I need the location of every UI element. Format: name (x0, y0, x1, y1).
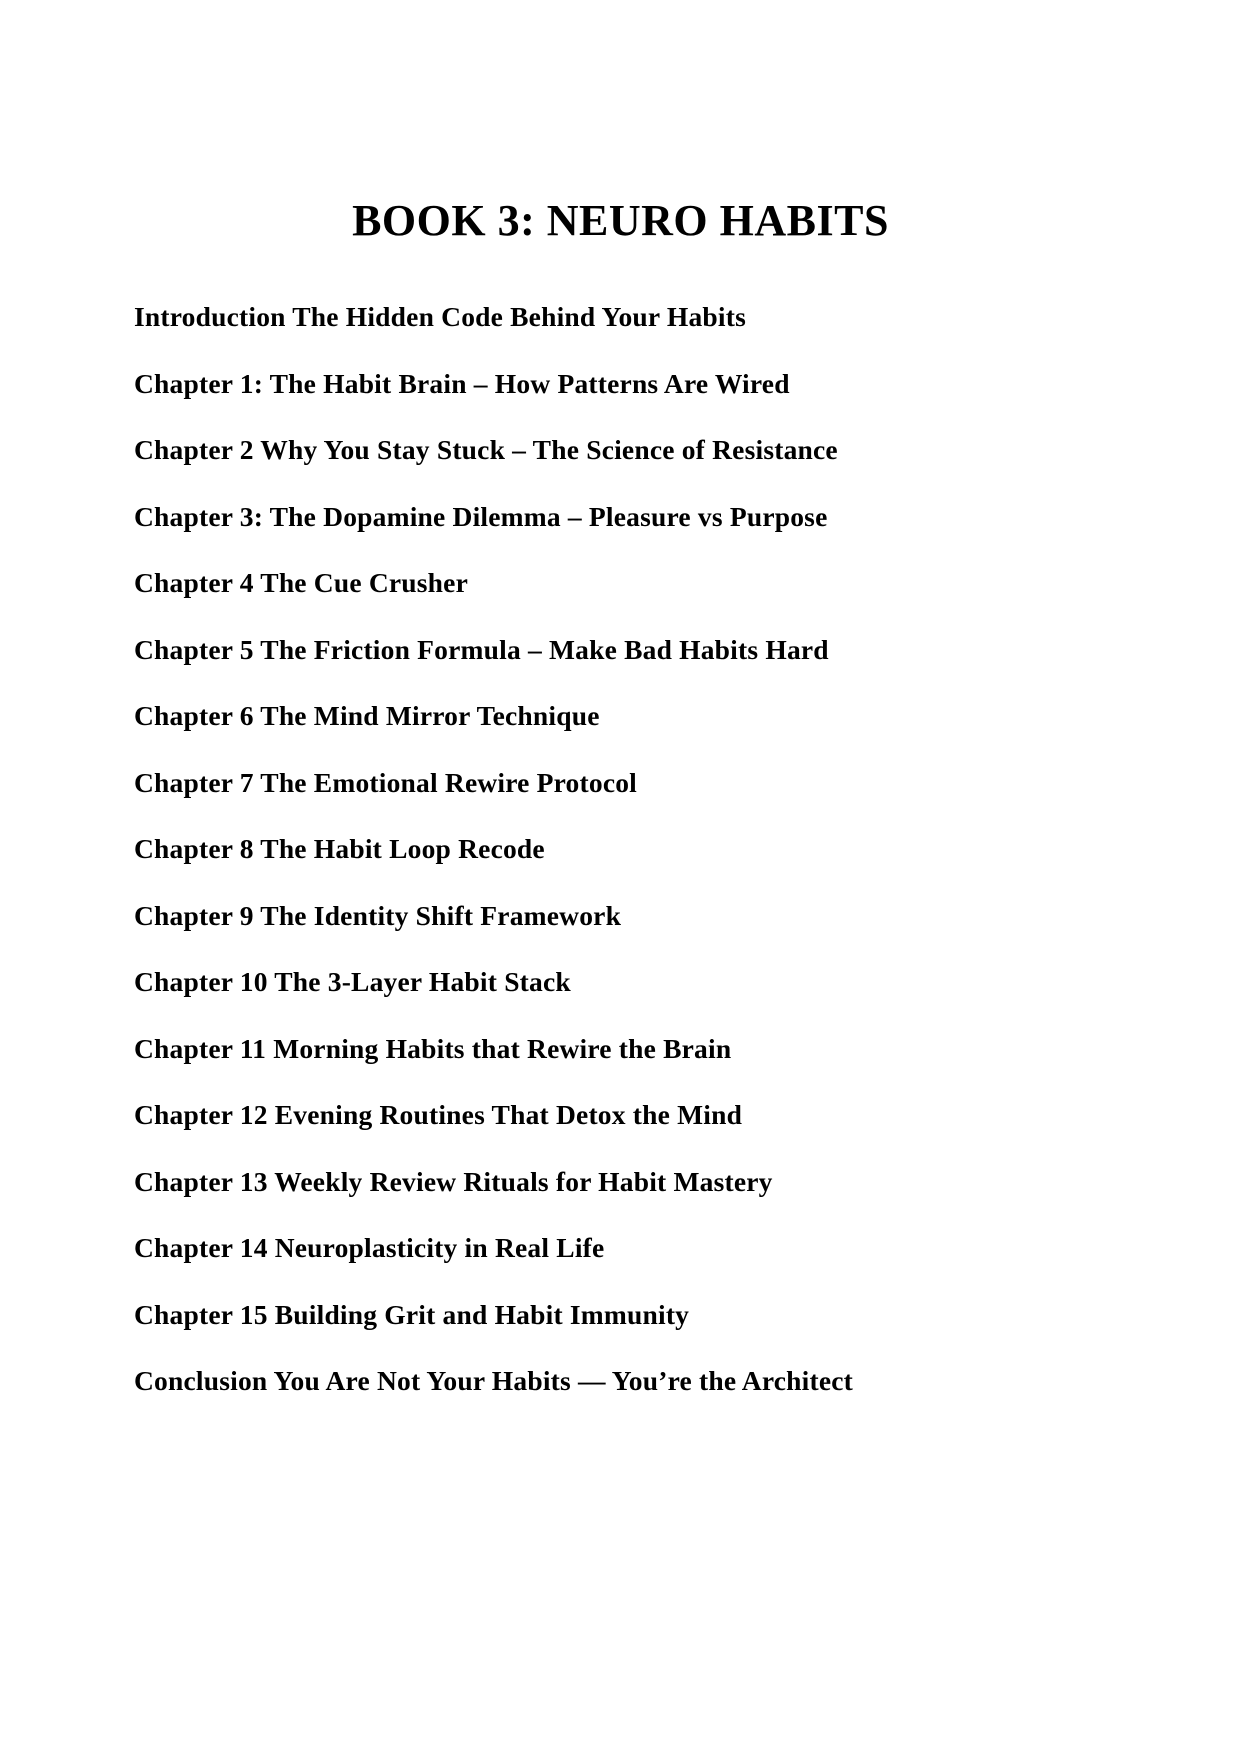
toc-entry-chapter-1[interactable]: Chapter 1: The Habit Brain – How Patterns Are Wired (134, 367, 790, 399)
toc-entry-chapter-10[interactable]: Chapter 10 The 3-Layer Habit Stack (134, 966, 571, 997)
toc-entry-chapter-2[interactable]: Chapter 2 Why You Stay Stuck – The Science of Resistance (134, 434, 838, 465)
toc-entry-introduction[interactable]: Introduction The Hidden Code Behind Your Habits (134, 301, 747, 332)
toc-entry-chapter-8[interactable]: Chapter 8 The Habit Loop Recode (134, 833, 545, 864)
toc-entry-chapter-6[interactable]: Chapter 6 The Mind Mirror Technique (134, 700, 600, 731)
toc-entry-chapter-3[interactable]: Chapter 3: The Dopamine Dilemma – Pleasure vs Purpose (134, 500, 828, 532)
toc-entry-chapter-5[interactable]: Chapter 5 The Friction Formula – Make Bad Habits Hard (134, 633, 829, 665)
toc-entry-chapter-7[interactable]: Chapter 7 The Emotional Rewire Protocol (134, 766, 638, 798)
toc-entry-chapter-12[interactable]: Chapter 12 Evening Routines That Detox the Mind (134, 1099, 743, 1130)
toc-entry-chapter-11[interactable]: Chapter 11 Morning Habits that Rewire the Brain (134, 1032, 732, 1064)
table-of-contents (134, 300, 1114, 1397)
toc-entry-chapter-4[interactable]: Chapter 4 The Cue Crusher (134, 567, 468, 598)
toc-entry-chapter-15[interactable]: Chapter 15 Building Grit and Habit Immunity (134, 1298, 690, 1330)
page-title: BOOK 3: NEURO HABITS (352, 196, 889, 246)
toc-entry-chapter-13[interactable]: Chapter 13 Weekly Review Rituals for Habit Mastery (134, 1165, 773, 1197)
toc-entry-chapter-14[interactable]: Chapter 14 Neuroplasticity in Real Life (134, 1232, 605, 1263)
toc-entry-chapter-9[interactable]: Chapter 9 The Identity Shift Framework (134, 899, 622, 931)
toc-entry-conclusion[interactable]: Conclusion You Are Not Your Habits — You’re the Architect (134, 1365, 854, 1396)
